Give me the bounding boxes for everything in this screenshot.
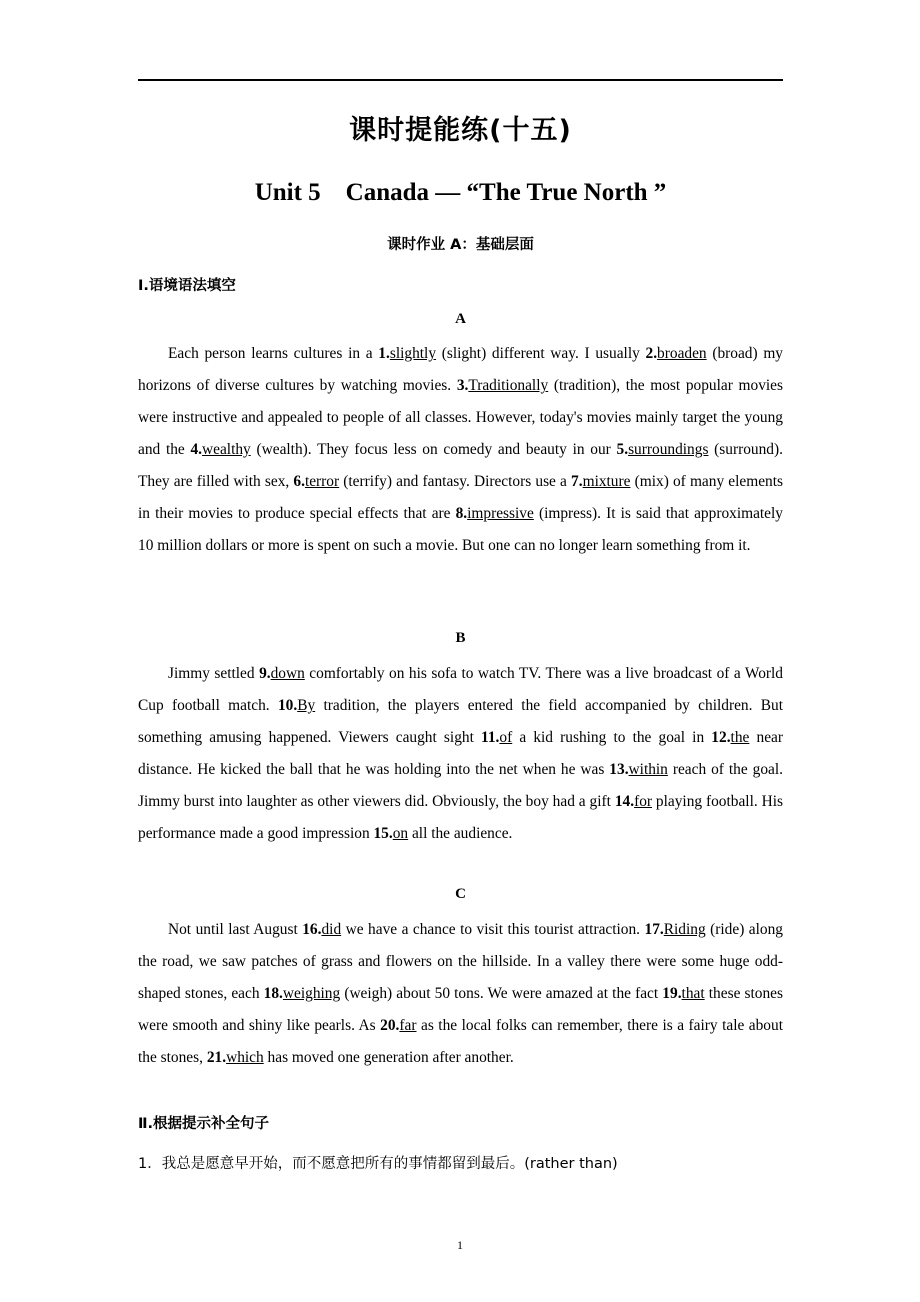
answer-word-8: impressive <box>467 505 534 522</box>
part-letter-b: B <box>455 630 466 646</box>
text-run: Not until last August <box>168 921 303 938</box>
item-number: 1． <box>138 1156 162 1172</box>
answer-number-6: 6. <box>293 473 305 490</box>
answer-number-21: 21. <box>206 1049 227 1066</box>
answer-number-20: 20. <box>380 1017 400 1034</box>
header-rule <box>138 79 783 81</box>
answer-number-9: 9. <box>259 665 271 682</box>
page-number: 1 <box>457 1238 463 1252</box>
answer-word-16: did <box>321 921 342 938</box>
answer-word-3: Traditionally <box>468 377 549 394</box>
answer-word-14: for <box>634 793 653 810</box>
answer-number-7: 7. <box>571 473 583 490</box>
item-text: 我总是愿意早开始，而不愿意把所有的事情都留到最后。(rather than) <box>161 1156 618 1172</box>
paragraph-c <box>138 914 783 1074</box>
answer-number-10: 10. <box>277 697 298 714</box>
text-run: these stones were smooth and shiny like pearls. As <box>138 985 784 1034</box>
text-run: (broad) my horizons of diverse cultures by watching movies. <box>138 345 783 394</box>
text-run: (terrify) and fantasy. Directors use a <box>339 473 572 490</box>
text-run: (impress). It is said that approximately 10 million dollars or more is spent on such a movie. But one can no longer learn something from it. <box>138 505 783 554</box>
answer-word-17: Riding <box>663 921 706 938</box>
text-run: (slight) different way. I usually <box>436 345 646 362</box>
text-run: Each person learns cultures in a <box>168 345 379 362</box>
text-run: Jimmy settled <box>168 665 260 682</box>
answer-word-21: which <box>226 1049 264 1066</box>
answer-number-12: 12. <box>711 729 731 746</box>
answer-number-3: 3. <box>456 377 469 394</box>
text-run: (weigh) about 50 tons. We were amazed at the fact <box>340 985 663 1002</box>
section-heading-2: Ⅱ.根据提示补全句子 <box>138 1116 270 1132</box>
text-run: near distance. He kicked the ball that he was holding into the net when he was <box>138 729 783 778</box>
part-letter-c: C <box>455 886 466 902</box>
text-run: as the local folks can remember, there is a fairy tale about the stones, <box>138 1017 783 1066</box>
text-run: all the audience. <box>408 825 513 842</box>
answer-number-11: 11. <box>481 729 500 746</box>
answer-number-18: 18. <box>263 985 283 1002</box>
answer-word-1: slightly <box>389 345 437 362</box>
answer-number-1: 1. <box>378 345 390 362</box>
paragraph-a <box>138 338 783 562</box>
answer-word-7: mixture <box>582 473 631 490</box>
text-run: (mix) of many elements in their movies to produce special effects that are <box>138 473 783 522</box>
text-run: comfortably on his sofa to watch TV. There was a live broadcast of a World Cup football match. <box>138 665 784 714</box>
page-title: 课时提能练(十五) <box>349 115 572 146</box>
answer-number-2: 2. <box>645 345 658 362</box>
text-run: (surround). They are filled with sex, <box>138 441 783 490</box>
answer-number-19: 19. <box>662 985 682 1002</box>
answer-word-18: weighing <box>282 985 341 1002</box>
text-run: reach of the goal. Jimmy burst into laughter as other viewers did. Obviously, the boy had a gift <box>138 761 783 810</box>
assignment-subtitle: 课时作业 A：基础层面 <box>387 237 534 253</box>
text-run: (ride) along the road, we saw patches of grass and flowers on the hillside. In a valley there were some huge odd- shaped stones, each <box>138 921 783 1002</box>
answer-number-8: 8. <box>455 505 468 522</box>
text-run: tradition, the players entered the field accompanied by children. But something amusing happened. Viewers caught sight <box>138 697 783 746</box>
answer-number-16: 16. <box>302 921 322 938</box>
answer-word-19: that <box>681 985 705 1002</box>
text-run: (wealth). They focus less on comedy and beauty in our <box>250 441 617 458</box>
answer-number-13: 13. <box>609 761 629 778</box>
answer-word-15: on <box>392 825 409 842</box>
text-run: playing football. His performance made a good impression <box>138 793 783 842</box>
answer-number-5: 5. <box>616 441 629 458</box>
answer-word-10: By <box>297 697 316 714</box>
answer-word-2: broaden <box>657 345 707 362</box>
answer-number-4: 4. <box>190 441 203 458</box>
exercise-item-1 <box>138 1150 783 1178</box>
text-run: (tradition), the most popular movies were instructive and appealed to people of all classes. However, today's movies mainly target the young and the <box>138 377 783 458</box>
answer-word-13: within <box>628 761 668 778</box>
paragraph-b <box>138 658 783 850</box>
answer-word-9: down <box>270 665 305 682</box>
text-run: has moved one generation after another. <box>263 1049 514 1066</box>
answer-word-6: terror <box>304 473 340 490</box>
text-run: we have a chance to visit this tourist attraction. <box>341 921 645 938</box>
answer-word-5: surroundings <box>628 441 709 458</box>
answer-word-11: of <box>499 729 513 746</box>
answer-word-12: the <box>730 729 750 746</box>
section-heading-1: Ⅰ.语境语法填空 <box>138 278 236 294</box>
part-letter-a: A <box>455 311 466 327</box>
text-run: a kid rushing to the goal in <box>512 729 712 746</box>
answer-word-4: wealthy <box>202 441 251 458</box>
answer-number-17: 17. <box>644 921 664 938</box>
answer-number-15: 15. <box>373 825 393 842</box>
answer-word-20: far <box>399 1017 417 1034</box>
unit-title: Unit 5 Canada — “The True North ” <box>254 179 667 206</box>
answer-number-14: 14. <box>614 793 635 810</box>
